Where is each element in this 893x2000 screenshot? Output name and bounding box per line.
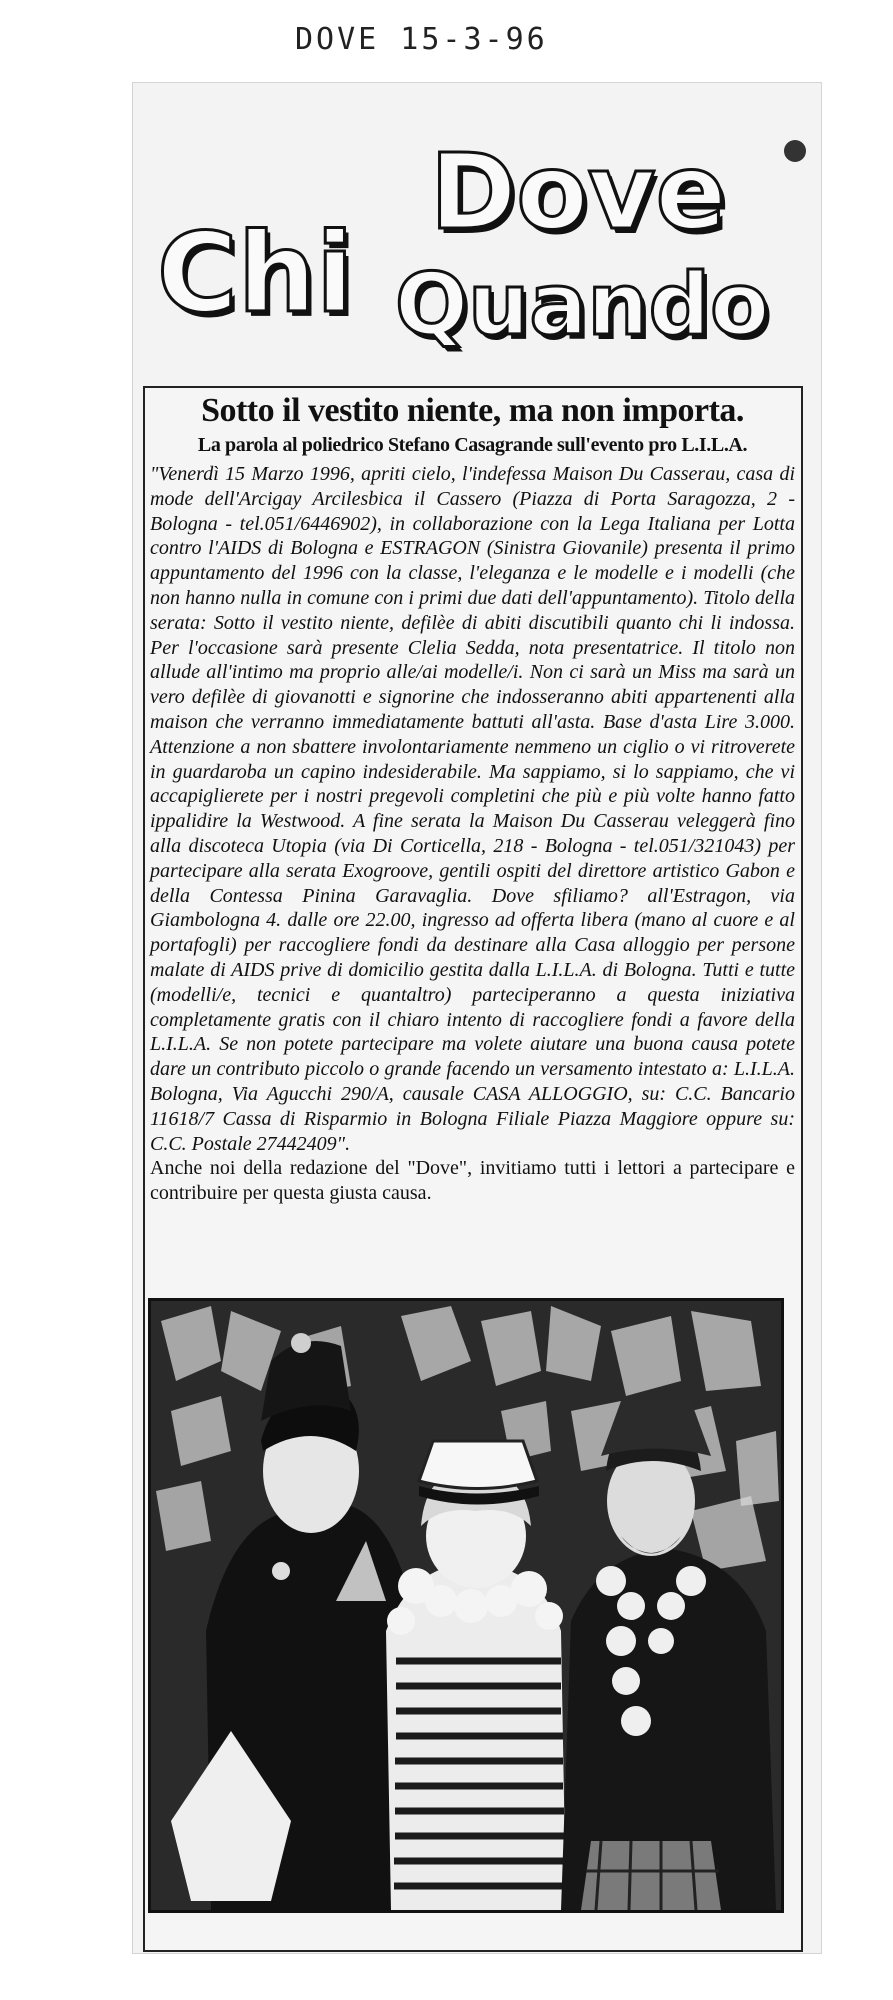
event-photo-illustration bbox=[151, 1301, 781, 1910]
article-subheadline: La parola al poliedrico Stefano Casagrande sull'evento pro L.I.L.A. bbox=[197, 434, 748, 456]
punch-hole-dot bbox=[784, 140, 806, 162]
masthead-word-dove: Dove bbox=[430, 131, 727, 253]
article-body bbox=[150, 462, 795, 1206]
article-quote-paragraph: "Venerdì 15 Marzo 1996, apriti cielo, l'indefessa Maison Du Casserau, casa di mode dell'Arcigay Arcilesbica il Cassero (Piazza di Porta Saragozza, 2 - Bologna - tel.051/6446902), in collaborazione con la Lega Italiana per Lotta contro l'AIDS di Bologna e ESTRAGON (Sinistra Giovanile) presenta il primo appuntamento del 1996 con la classe, l'eleganza e le modelle e i modelli (che non hanno nulla in comune con i primi due dati dell'appuntamento). Titolo della serata: Sotto il vestito niente, defilèe di abiti discutibili quanto chi li indossa. Per l'occasione sarà presente Clelia Sedda, nota presentatrice. Il titolo non allude all'intimo ma proprio alle/ai modelle/i. Non ci sarà un Miss ma sarà un vero defilèe di giovanotti e signorine che indosseranno abiti appartenenti alla maison che verranno immediatamente battuti all'asta. Base d'asta Lire 3.000. Attenzione a non sbattere involontariamente nemmeno un ciglio o vi ritroverete in guardaroba un capino indesiderabile. Ma sappiamo, si lo sappiamo, che vi accapiglierete per i nostri pregevoli completini che più e più volte hanno fatto ippalidire la Westwood. A fine serata la Maison Du Casserau veleggerà fino alla discoteca Utopia (via Di Corticella, 218 - Bologna - tel.051/321043) per partecipare alla serata Exogroove, gentili ospiti del direttore artistico Gabon e della Contessa Pinina Garavaglia. Dove sfiliamo? all'Estragon, via Giambologna 4. dalle ore 22.00, ingresso ad offerta libera (mano al cuore e al portafogli) per raccogliere fondi da destinare alla Casa alloggio per persone malate di AIDS prive di domicilio gestita dalla L.I.L.A. di Bologna. Tutti e tutte (modelli/e, tecnici e quantaltro) parteciperanno a questa iniziativa completamente gratis con il chiaro intento di raccogliere fondi a favore della L.I.L.A. Se non potete partecipare ma volete aiutare una buona causa potete dare un contributo piccolo o grande facendo un versamento intestato a: L.I.L.A. Bologna, Via Agucchi 290/A, causale CASA ALLOGGIO, su: C.C. Bancario 11618/7 Cassa di Risparmio in Bologna Filiale Piazza Maggiore oppure su: C.C. Postale 27442409". bbox=[150, 463, 795, 1155]
article-headline: Sotto il vestito niente, ma non importa. bbox=[201, 392, 744, 429]
event-photo bbox=[148, 1298, 784, 1913]
handwritten-date-note: DOVE 15-3-96 bbox=[295, 22, 548, 57]
masthead-word-quando: Quando bbox=[395, 255, 770, 355]
masthead-word-chi: Chi bbox=[157, 209, 354, 337]
article-closing-paragraph: Anche noi della redazione del "Dove", invitiamo tutti i lettori a partecipare e contribuire per questa giusta causa. bbox=[150, 1157, 795, 1205]
